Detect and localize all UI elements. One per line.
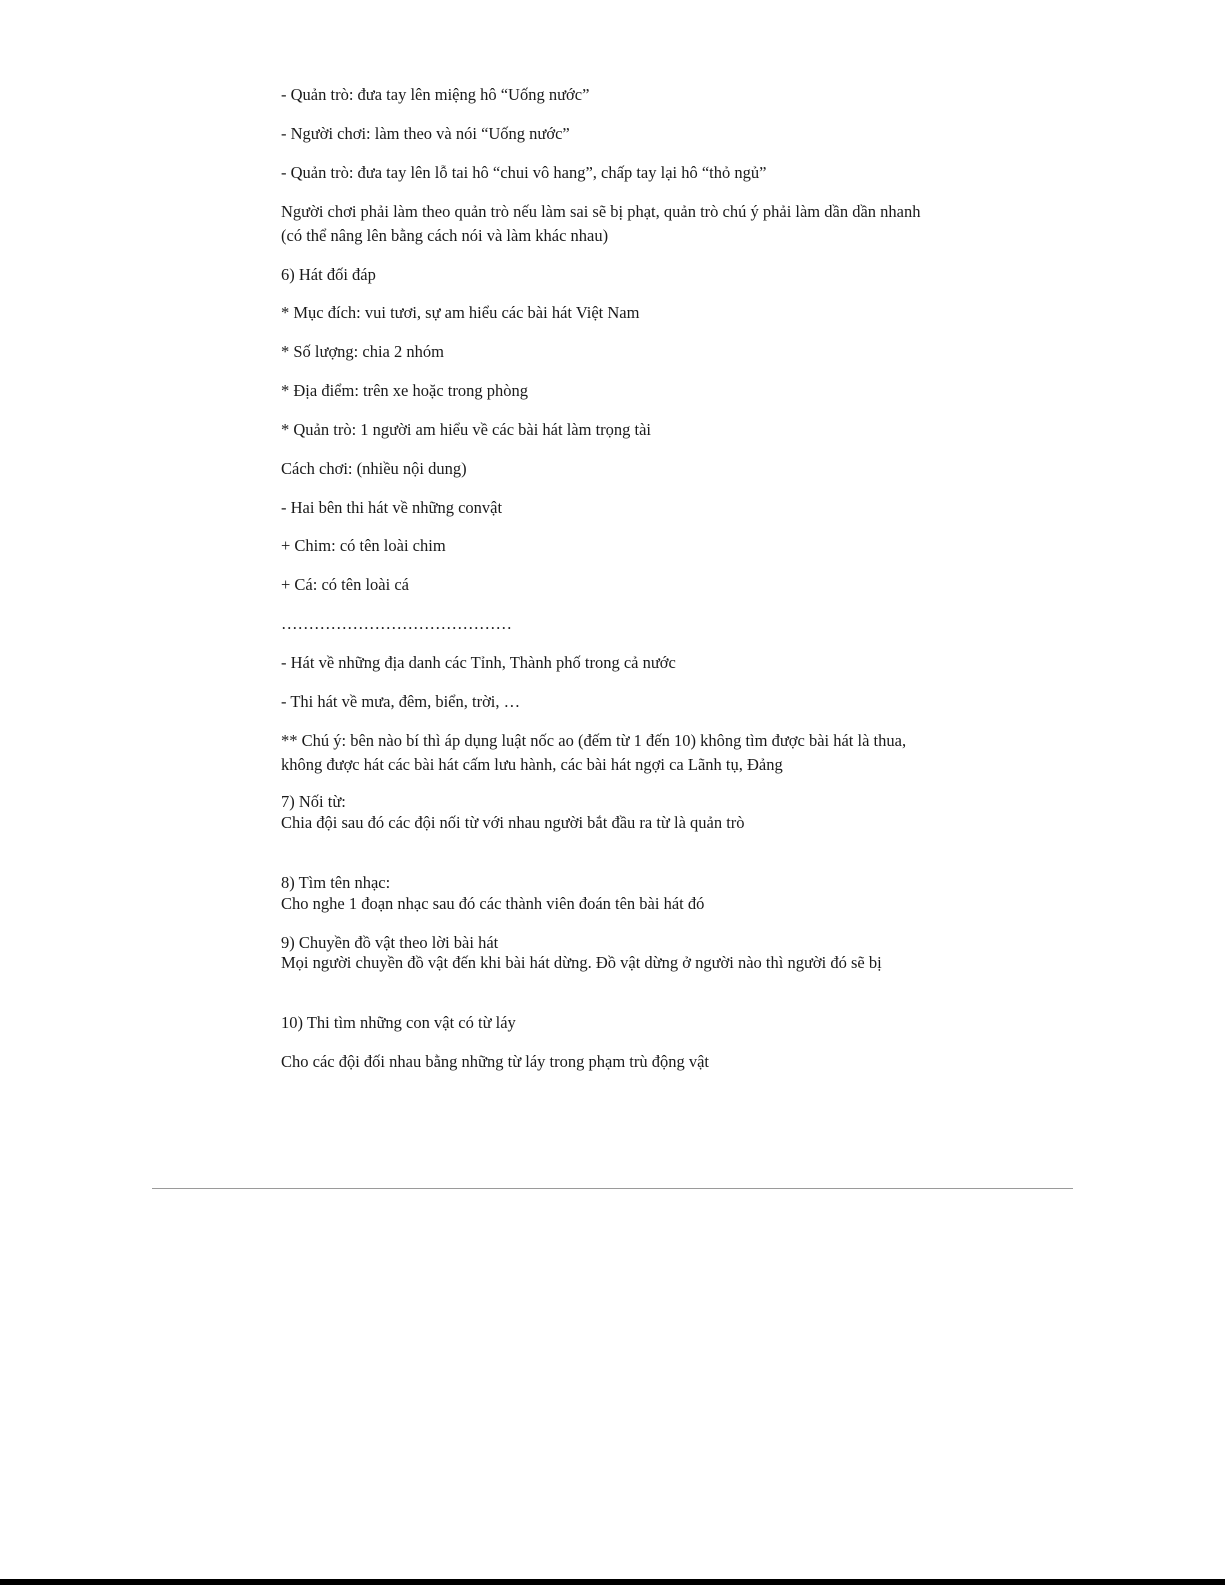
- text-line: * Quản trò: 1 người am hiểu về các bài hát làm trọng tài: [281, 420, 652, 439]
- text-line: Cho nghe 1 đoạn nhạc sau đó các thành viên đoán tên bài hát đó: [281, 894, 705, 913]
- text-line: - Người chơi: làm theo và nói “Uống nước”: [281, 124, 570, 143]
- text-line: Chia đội sau đó các đội nối từ với nhau người bắt đầu ra từ là quản trò: [281, 813, 745, 832]
- text-line: ** Chú ý: bên nào bí thì áp dụng luật nốc ao (đếm từ 1 đến 10) không tìm được bài hát là thua,: [281, 731, 907, 750]
- text-line: - Thi hát về mưa, đêm, biển, trời, …: [281, 692, 521, 711]
- section-heading: 6) Hát đối đáp: [281, 265, 376, 284]
- text-line: * Mục đích: vui tươi, sự am hiểu các bài hát Việt Nam: [281, 303, 640, 322]
- text-line: * Số lượng: chia 2 nhóm: [281, 342, 444, 361]
- text-line: * Địa điểm: trên xe hoặc trong phòng: [281, 381, 528, 400]
- text-line: - Quản trò: đưa tay lên lỗ tai hô “chui vô hang”, chấp tay lại hô “thỏ ngủ”: [281, 163, 767, 182]
- text-line: - Hai bên thi hát về những convật: [281, 498, 503, 517]
- text-line: - Quản trò: đưa tay lên miệng hô “Uống nước”: [281, 85, 590, 104]
- text-line: - Hát về những địa danh các Tỉnh, Thành phố trong cả nước: [281, 653, 676, 672]
- text-line: (có thể nâng lên bằng cách nói và làm khác nhau): [281, 226, 609, 245]
- text-line: Cho các đội đối nhau bằng những từ láy trong phạm trù động vật: [281, 1052, 710, 1071]
- text-line: Mọi người chuyền đồ vật đến khi bài hát dừng. Đồ vật dừng ở người nào thì người đó sẽ bị: [281, 953, 882, 972]
- dotted-line: ……………………………………: [281, 614, 512, 633]
- text-line: không được hát các bài hát cấm lưu hành, các bài hát ngợi ca Lãnh tụ, Đảng: [281, 755, 783, 774]
- page-divider: [152, 1188, 1073, 1189]
- section-heading: 10) Thi tìm những con vật có từ láy: [281, 1013, 516, 1032]
- section-heading: 8) Tìm tên nhạc:: [281, 873, 391, 892]
- section-heading: 7) Nối từ:: [281, 792, 346, 811]
- text-line: + Chim: có tên loài chim: [281, 536, 446, 555]
- text-line: Người chơi phải làm theo quản trò nếu làm sai sẽ bị phạt, quản trò chú ý phải làm dần dần nhanh: [281, 202, 921, 221]
- text-line: + Cá: có tên loài cá: [281, 575, 409, 594]
- section-heading: 9) Chuyền đồ vật theo lời bài hát: [281, 933, 499, 952]
- text-line: Cách chơi: (nhiều nội dung): [281, 459, 467, 478]
- bottom-border: [0, 1579, 1225, 1585]
